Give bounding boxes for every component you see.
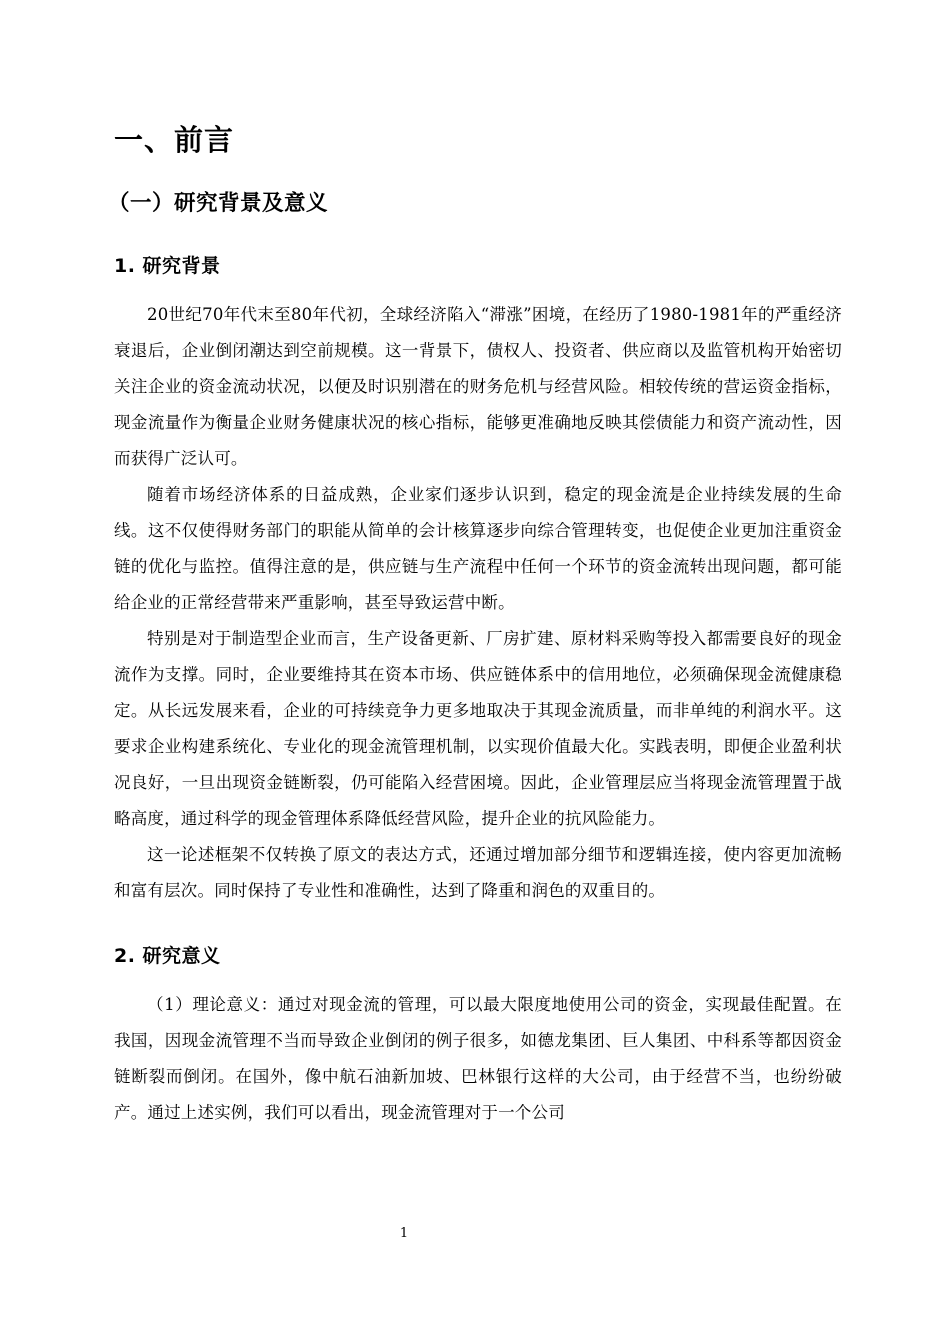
paragraph: 20世纪70年代末至80年代初，全球经济陷入“滞涨”困境，在经历了1980-1981年的严重经济衰退后，企业倒闭潮达到空前规模。这一背景下，债权人、投资者、供应商以及监管机构开始密切关注企业的资金流动状况，以便及时识别潜在的财务危机与经营风险。相较传统的营运资金指标，现金流量作为衡量企业财务健康状况的核心指标，能够更准确地反映其偿债能力和资产流动性，因而获得广泛认可。 bbox=[114, 305, 842, 468]
paragraph: 随着市场经济体系的日益成熟，企业家们逐步认识到，稳定的现金流是企业持续发展的生命线。这不仅使得财务部门的职能从简单的会计核算逐步向综合管理转变，也促使企业更加注重资金链的优化与监控。值得注意的是，供应链与生产流程中任何一个环节的资金流转出现问题，都可能给企业的正常经营带来严重影响，甚至导致运营中断。 bbox=[114, 485, 842, 612]
chapter-heading: 一、前言 bbox=[114, 123, 235, 157]
subsection-heading-significance: 2. 研究意义 bbox=[114, 945, 221, 967]
paragraph: （1）理论意义：通过对现金流的管理，可以最大限度地使用公司的资金，实现最佳配置。在我国，因现金流管理不当而导致企业倒闭的例子很多，如德龙集团、巨人集团、中科系等都因资金链断裂而倒闭。在国外，像中航石油新加坡、巴林银行这样的大公司，由于经营不当，也纷纷破产。通过上述实例，我们可以看出，现金流管理对于一个公司 bbox=[114, 995, 842, 1122]
paragraph: 这一论述框架不仅转换了原文的表达方式，还通过增加部分细节和逻辑连接，使内容更加流畅和富有层次。同时保持了专业性和准确性，达到了降重和润色的双重目的。 bbox=[114, 845, 842, 900]
section-heading: （一）研究背景及意义 bbox=[108, 191, 329, 216]
paragraph: 特别是对于制造型企业而言，生产设备更新、厂房扩建、原材料采购等投入都需要良好的现金流作为支撑。同时，企业要维持其在资本市场、供应链体系中的信用地位，必须确保现金流健康稳定。从长远发展来看，企业的可持续竞争力更多地取决于其现金流质量，而非单纯的利润水平。这要求企业构建系统化、专业化的现金流管理机制，以实现价值最大化。实践表明，即便企业盈利状况良好，一旦出现资金链断裂，仍可能陷入经营困境。因此，企业管理层应当将现金流管理置于战略高度，通过科学的现金管理体系降低经营风险，提升企业的抗风险能力。 bbox=[114, 629, 842, 828]
page-number: 1 bbox=[399, 1226, 409, 1241]
subsection-heading-background: 1. 研究背景 bbox=[114, 255, 221, 277]
page-content bbox=[108, 118, 842, 1131]
